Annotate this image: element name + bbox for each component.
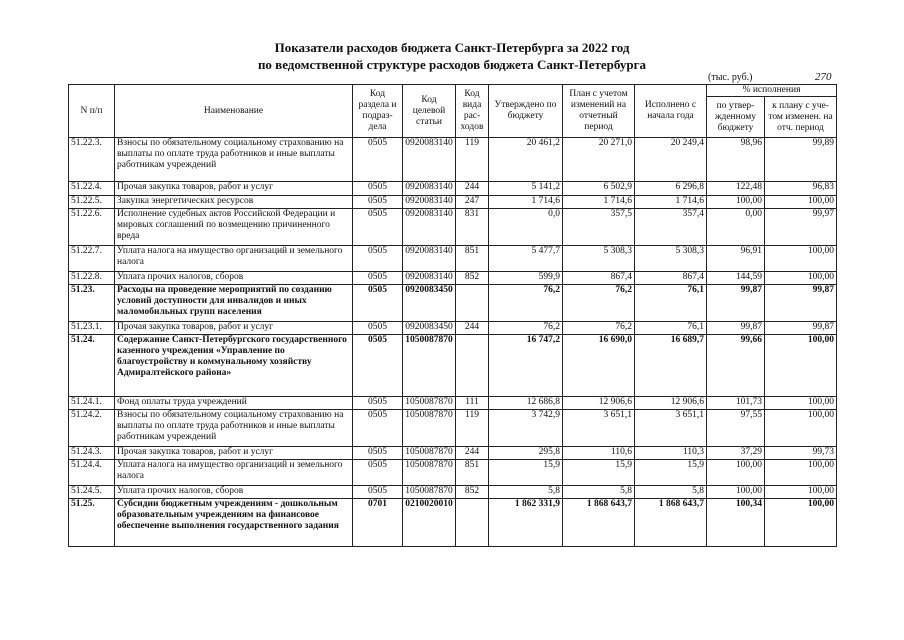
row-num: 51.22.4.	[69, 182, 115, 196]
row-section: 0505	[353, 196, 403, 209]
row-section: 0505	[353, 410, 403, 447]
table-body	[69, 138, 837, 547]
row-name: Взносы по обязательному социальному страхованию на выплаты по оплате труда работников и иные выплаты работникам учреждений	[115, 410, 353, 447]
row-section: 0505	[353, 182, 403, 196]
row-pct-plan: 96,83	[765, 182, 837, 196]
row-num: 51.25.	[69, 499, 115, 547]
row-plan: 6 502,9	[563, 182, 635, 196]
row-approved: 5 141,2	[489, 182, 563, 196]
row-kind	[456, 335, 489, 397]
row-target: 1050087870	[403, 460, 456, 486]
row-target: 0920083450	[403, 285, 456, 322]
row-plan: 76,2	[563, 285, 635, 322]
row-target: 0210020010	[403, 499, 456, 547]
row-approved: 12 686,8	[489, 397, 563, 410]
header-pct-approved: по утвер-жденному бюджету	[707, 97, 765, 138]
row-section: 0505	[353, 335, 403, 397]
row-target: 0920083450	[403, 322, 456, 335]
row-plan: 5 308,3	[563, 246, 635, 272]
row-pct-plan: 100,00	[765, 196, 837, 209]
header-percent: % исполнения	[707, 85, 837, 97]
row-pct-plan: 100,00	[765, 397, 837, 410]
row-num: 51.24.3.	[69, 447, 115, 460]
table-row	[69, 209, 837, 246]
row-kind: 111	[456, 397, 489, 410]
row-approved: 599,9	[489, 272, 563, 285]
report-subtitle: по ведомственной структуре расходов бюджета Санкт-Петербурга	[257, 57, 647, 72]
row-name: Уплата налога на имущество организаций и земельного налога	[115, 246, 353, 272]
row-target: 0920083140	[403, 138, 456, 182]
row-approved: 5 477,7	[489, 246, 563, 272]
row-plan: 1 714,6	[563, 196, 635, 209]
table-row	[69, 499, 837, 547]
row-approved: 5,8	[489, 486, 563, 499]
row-name: Уплата прочих налогов, сборов	[115, 272, 353, 285]
row-section: 0505	[353, 447, 403, 460]
table-row	[69, 285, 837, 322]
row-executed: 1 714,6	[635, 196, 707, 209]
row-pct-approved: 122,48	[707, 182, 765, 196]
row-num: 51.23.	[69, 285, 115, 322]
row-target: 0920083140	[403, 272, 456, 285]
row-kind: 244	[456, 447, 489, 460]
row-executed: 12 906,6	[635, 397, 707, 410]
table-row	[69, 138, 837, 182]
row-kind: 119	[456, 410, 489, 447]
row-kind: 831	[456, 209, 489, 246]
row-plan: 12 906,6	[563, 397, 635, 410]
row-plan: 76,2	[563, 322, 635, 335]
row-plan: 867,4	[563, 272, 635, 285]
row-approved: 15,9	[489, 460, 563, 486]
header-pct-plan: к плану с уче-том изменен. на отч. период	[765, 97, 837, 138]
row-pct-plan: 99,89	[765, 138, 837, 182]
table-row	[69, 182, 837, 196]
row-pct-approved: 100,00	[707, 460, 765, 486]
row-pct-plan: 100,00	[765, 410, 837, 447]
row-name: Уплата прочих налогов, сборов	[115, 486, 353, 499]
row-kind: 247	[456, 196, 489, 209]
header-target: Код целевой статьи	[403, 85, 456, 138]
row-executed: 3 651,1	[635, 410, 707, 447]
row-approved: 76,2	[489, 322, 563, 335]
row-num: 51.22.6.	[69, 209, 115, 246]
row-name: Взносы по обязательному социальному страхованию на выплаты по оплате труда работников и иные выплаты работникам учреждений	[115, 138, 353, 182]
row-name: Содержание Санкт-Петербургского государственного казенного учреждения «Управление по благоустройству и коммунальному хозяйству Адмиралтейского района»	[115, 335, 353, 397]
table-row	[69, 397, 837, 410]
page-number: 270	[815, 71, 832, 83]
row-pct-plan: 100,00	[765, 246, 837, 272]
row-section: 0505	[353, 246, 403, 272]
table-row	[69, 486, 837, 499]
row-num: 51.24.4.	[69, 460, 115, 486]
row-pct-plan: 99,87	[765, 285, 837, 322]
row-plan: 5,8	[563, 486, 635, 499]
row-executed: 76,1	[635, 322, 707, 335]
row-section: 0505	[353, 138, 403, 182]
row-name: Прочая закупка товаров, работ и услуг	[115, 182, 353, 196]
row-executed: 76,1	[635, 285, 707, 322]
row-plan: 1 868 643,7	[563, 499, 635, 547]
row-section: 0505	[353, 209, 403, 246]
row-target: 0920083140	[403, 209, 456, 246]
table-row	[69, 447, 837, 460]
row-executed: 357,4	[635, 209, 707, 246]
header-section: Код раздела и подраз-дела	[353, 85, 403, 138]
row-kind: 852	[456, 272, 489, 285]
header-approved: Утверждено по бюджету	[489, 85, 563, 138]
row-plan: 16 690,0	[563, 335, 635, 397]
row-name: Субсидии бюджетным учреждениям - дошкольным образовательным учреждениям на финансовое обеспечение выполнения государственного задания	[115, 499, 353, 547]
row-section: 0505	[353, 285, 403, 322]
row-name: Уплата налога на имущество организаций и земельного налога	[115, 460, 353, 486]
row-executed: 15,9	[635, 460, 707, 486]
row-kind: 851	[456, 246, 489, 272]
row-pct-approved: 96,91	[707, 246, 765, 272]
row-executed: 5,8	[635, 486, 707, 499]
table-row	[69, 196, 837, 209]
header-name: Наименование	[115, 85, 353, 138]
row-plan: 357,5	[563, 209, 635, 246]
row-target: 0920083140	[403, 246, 456, 272]
row-executed: 867,4	[635, 272, 707, 285]
row-target: 1050087870	[403, 410, 456, 447]
row-pct-plan: 100,00	[765, 460, 837, 486]
row-plan: 15,9	[563, 460, 635, 486]
row-pct-plan: 100,00	[765, 486, 837, 499]
row-pct-plan: 99,73	[765, 447, 837, 460]
header-num: N п/п	[69, 85, 115, 138]
row-section: 0505	[353, 322, 403, 335]
row-kind: 119	[456, 138, 489, 182]
row-pct-plan: 99,97	[765, 209, 837, 246]
row-num: 51.23.1.	[69, 322, 115, 335]
table-row	[69, 272, 837, 285]
units-label: (тыс. руб.)	[708, 72, 753, 83]
header-plan: План с учетом изменений на отчетный период	[563, 85, 635, 138]
row-pct-plan: 100,00	[765, 272, 837, 285]
row-kind: 244	[456, 322, 489, 335]
row-name: Прочая закупка товаров, работ и услуг	[115, 322, 353, 335]
row-kind	[456, 499, 489, 547]
row-section: 0505	[353, 397, 403, 410]
row-num: 51.24.5.	[69, 486, 115, 499]
row-target: 1050087870	[403, 486, 456, 499]
row-approved: 1 862 331,9	[489, 499, 563, 547]
row-pct-approved: 0,00	[707, 209, 765, 246]
report-title: Показатели расходов бюджета Санкт-Петербурга за 2022 год	[274, 40, 630, 55]
row-kind: 244	[456, 182, 489, 196]
row-executed: 16 689,7	[635, 335, 707, 397]
row-name: Прочая закупка товаров, работ и услуг	[115, 447, 353, 460]
row-pct-approved: 101,73	[707, 397, 765, 410]
header-executed: Исполнено с начала года	[635, 85, 707, 138]
expenditure-table	[68, 84, 837, 547]
row-num: 51.24.1.	[69, 397, 115, 410]
row-target: 0920083140	[403, 196, 456, 209]
row-executed: 20 249,4	[635, 138, 707, 182]
row-pct-approved: 98,96	[707, 138, 765, 182]
row-name: Расходы на проведение мероприятий по созданию условий доступности для инвалидов и иных маломобильных групп населения	[115, 285, 353, 322]
row-plan: 110,6	[563, 447, 635, 460]
row-approved: 0,0	[489, 209, 563, 246]
row-executed: 110,3	[635, 447, 707, 460]
row-num: 51.22.5.	[69, 196, 115, 209]
row-num: 51.22.3.	[69, 138, 115, 182]
row-pct-plan: 100,00	[765, 499, 837, 547]
row-pct-approved: 97,55	[707, 410, 765, 447]
row-target: 1050087870	[403, 335, 456, 397]
row-approved: 3 742,9	[489, 410, 563, 447]
row-pct-approved: 37,29	[707, 447, 765, 460]
row-section: 0505	[353, 460, 403, 486]
table-row	[69, 335, 837, 397]
row-executed: 6 296,8	[635, 182, 707, 196]
row-approved: 76,2	[489, 285, 563, 322]
row-pct-plan: 100,00	[765, 335, 837, 397]
row-section: 0505	[353, 486, 403, 499]
row-plan: 20 271,0	[563, 138, 635, 182]
row-name: Исполнение судебных актов Российской Федерации и мировых соглашений по возмещению причиненного вреда	[115, 209, 353, 246]
row-pct-approved: 100,00	[707, 196, 765, 209]
row-executed: 1 868 643,7	[635, 499, 707, 547]
table-row	[69, 246, 837, 272]
row-target: 1050087870	[403, 397, 456, 410]
row-executed: 5 308,3	[635, 246, 707, 272]
header-kind: Код вида рас-ходов	[456, 85, 489, 138]
row-target: 1050087870	[403, 447, 456, 460]
row-pct-approved: 100,34	[707, 499, 765, 547]
row-approved: 295,8	[489, 447, 563, 460]
row-name: Закупка энергетических ресурсов	[115, 196, 353, 209]
row-pct-approved: 99,87	[707, 285, 765, 322]
table-row	[69, 410, 837, 447]
row-target: 0920083140	[403, 182, 456, 196]
row-num: 51.22.7.	[69, 246, 115, 272]
row-plan: 3 651,1	[563, 410, 635, 447]
row-kind	[456, 285, 489, 322]
row-kind: 852	[456, 486, 489, 499]
row-approved: 20 461,2	[489, 138, 563, 182]
row-section: 0701	[353, 499, 403, 547]
row-pct-approved: 99,66	[707, 335, 765, 397]
row-section: 0505	[353, 272, 403, 285]
row-pct-plan: 99,87	[765, 322, 837, 335]
row-pct-approved: 100,00	[707, 486, 765, 499]
table-row	[69, 460, 837, 486]
row-pct-approved: 144,59	[707, 272, 765, 285]
row-num: 51.22.8.	[69, 272, 115, 285]
row-approved: 16 747,2	[489, 335, 563, 397]
row-approved: 1 714,6	[489, 196, 563, 209]
row-num: 51.24.2.	[69, 410, 115, 447]
row-kind: 851	[456, 460, 489, 486]
row-pct-approved: 99,87	[707, 322, 765, 335]
row-name: Фонд оплаты труда учреждений	[115, 397, 353, 410]
row-num: 51.24.	[69, 335, 115, 397]
table-row	[69, 322, 837, 335]
